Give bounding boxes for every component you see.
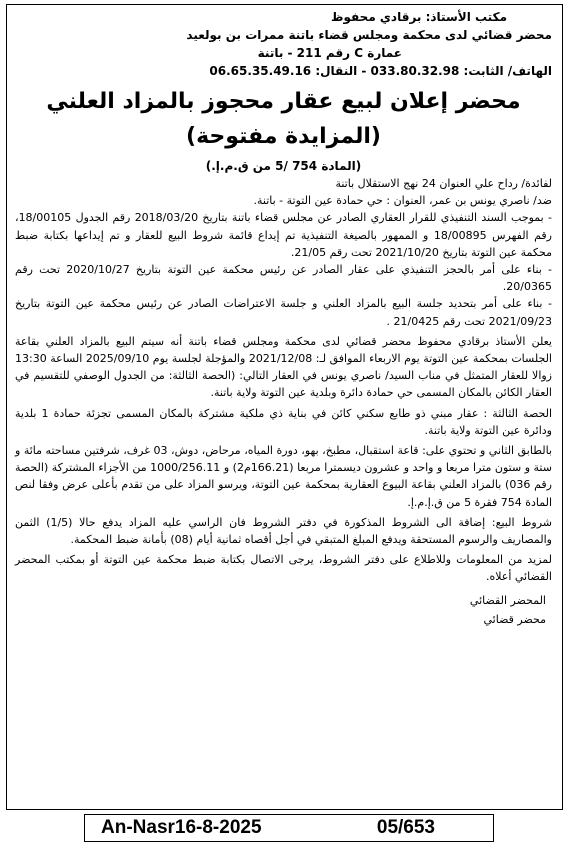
paragraph-sale-conditions: شروط البيع: إضافة الى الشروط المذكورة في دفتر الشروط فان الراسي عليه المزاد يدفع حالا (1/5) الثمن والمصاريف والرسوم المستحقة ويدفع المبلغ المتبقي في أجل أقصاه ثمانية أيام (08) بأمانة ضبط المحكمة. bbox=[15, 515, 552, 547]
paragraph-enforcement-title: - بموجب السند التنفيذي للقرار العقاري الصادر عن مجلس قضاء باتنة بتاريخ 2018/03/20 رقم الجدول 18/00105، رقم الفهرس 18/00895 و الممهور بالصيغة التنفيذية تم إيداع قائمة شروط البيع للعقار و تم إيداعها بكتابة ضبط محكمة عين التوتة بتاريخ 2021/10/20 تحت رقم 21/05. bbox=[15, 211, 552, 259]
paragraph-more-info: لمزيد من المعلومات وللاطلاع على دفتر الشروط، يرجى الاتصال بكتابة ضبط محكمة عين التوتة أو بمكتب المحضر القضائي أعلاه. bbox=[15, 553, 552, 584]
signature-title: المحضر القضائي bbox=[469, 593, 546, 607]
paragraph-sale-announcement: يعلن الأستاذ برقادي محفوظ محضر قضائي لدى محكمة ومجلس قضاء باتنة أنه سيتم البيع بالمزاد العلني بقاعة الجلسات بمحكمة عين التوتة يوم الاربعاء الموافق لـ: 2021/12/08 والمؤجلة لجلسة يوم 2025/09/10 الساعة 13:30 زوالا للعقار المتمثل في مناب السيد/ ناصري يونس في العقار التالي: (الحصة الثالثة: من الجدول الوصفي للتقسيم في العقار الكائن بالمكان المسمى حي حمادة دائرة وبلدية عين التوتة ولاية باتنة. bbox=[15, 334, 552, 400]
paragraph-session-order: - بناء على أمر بتحديد جلسة البيع بالمزاد العلني و جلسة الاعتراضات الصادر عن رئيس محكمة عين التوتة بتاريخ 2021/09/23 تحت رقم 21/0425 . bbox=[15, 297, 552, 328]
publication-footer bbox=[84, 814, 494, 842]
announcement-title: محضر إعلان لبيع عقار محجوز بالمزاد العلني bbox=[46, 89, 521, 114]
publication-reference: An-Nasr16-8-2025 bbox=[101, 817, 262, 838]
bailiff-role: محضر قضائي لدى محكمة ومجلس قضاء باتنة ممرات بن بولعيد bbox=[186, 28, 552, 42]
paragraph-property-description: بالطابق الثاني و تحتوي على: قاعة استقبال، مطبخ، بهو، دورة المياه، مرحاض، دوش، 03 غرف، شرفتين مساحته مائة و ستة و ستون مترا مربعا و واحد و عشرون ديسمترا مربعا (166.21م2) و 1000/256.11 من الأجزاء المشتركة (الحصة رقم 036) بالمزاد العلني بقاعة البيوع العقارية بمحكمة عين التوتة، ويرسو المزاد على من تقدم بأعلى عرض وفقا لنص المادة 754 فقرة 5 من ق.إ.م.إ. bbox=[15, 444, 552, 509]
office-phones: الهاتف/ الثابت: 033.80.32.98 - النقال: 06.65.35.49.16 bbox=[209, 64, 552, 78]
signature-handwritten: محضر قضائي bbox=[483, 612, 546, 626]
announcement-body bbox=[15, 175, 552, 586]
office-name: مكتب الأستاذ: برقادي محفوظ bbox=[331, 10, 507, 24]
office-address: عمارة C رقم 211 - باتنة bbox=[257, 46, 402, 60]
legal-article: (المادة 754 /5 من ق.م.إ.) bbox=[205, 159, 362, 173]
paragraph-third-share: الحصة الثالثة : عقار مبني ذو طابع سكني كائن في بناية ذي ملكية مشتركة بالمكان المسمى تجزئة حمادة 1 بلدية ودائرة عين التوتة ولاية باتنة. bbox=[15, 406, 552, 437]
announcement-frame bbox=[6, 4, 563, 810]
paragraph-seizure-order: - بناء على أمر بالحجز التنفيذي على عقار الصادر عن رئيس محكمة عين التوتة بتاريخ 2020/10/27 تحت رقم 20/0365. bbox=[15, 263, 553, 294]
paragraph-beneficiary: لفائدة/ رداح علي العنوان 24 نهج الاستقلال باتنة bbox=[335, 177, 552, 190]
paragraph-defendant: ضد/ ناصري يونس بن عمر، العنوان : حي حمادة عين التوتة - باتنة. bbox=[253, 194, 552, 208]
announcement-content bbox=[7, 5, 562, 628]
announcement-subtitle: (المزايدة مفتوحة) bbox=[186, 124, 381, 149]
announcement-number: 05/653 bbox=[376, 817, 435, 838]
